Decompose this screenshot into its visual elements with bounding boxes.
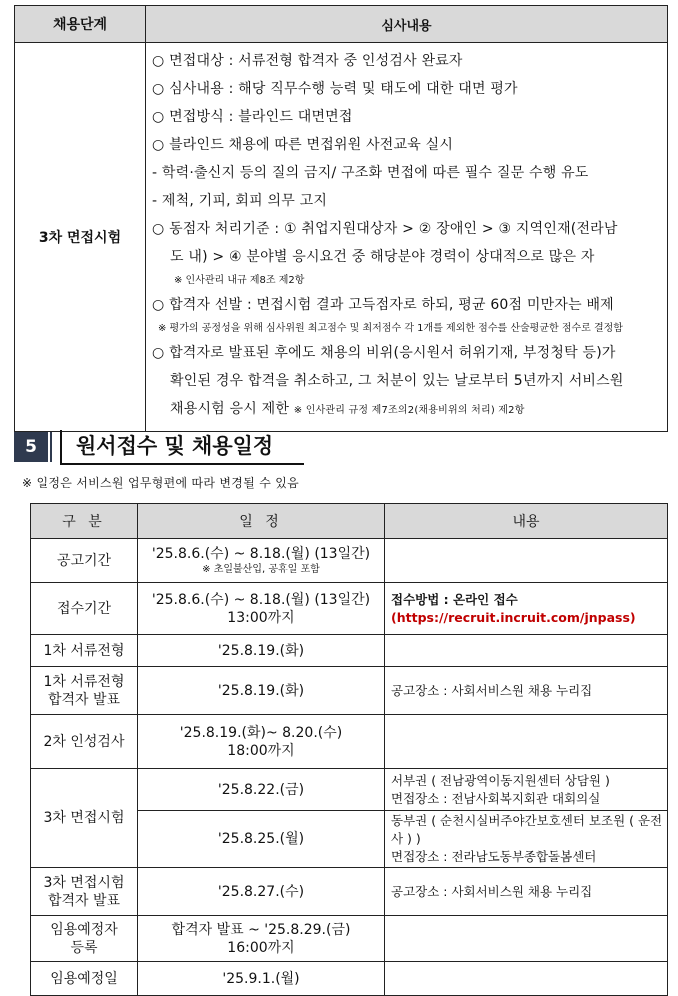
apply-method: 접수방법 : 온라인 접수 — [391, 591, 518, 607]
table-row — [31, 635, 668, 667]
content-cell — [385, 583, 668, 635]
date-text: '25.8.19.(화)~ 8.20.(수) — [179, 724, 343, 741]
line-interview-target: ○ 면접대상 : 서류전형 합격자 중 인성검사 완료자 — [152, 53, 463, 69]
stage-cell: 공고기간 — [31, 539, 138, 583]
content-cell — [385, 635, 668, 667]
line-tie-rule: ○ 동점자 처리기준 : ① 취업지원대상자 > ② 장애인 > ③ 지역인재(전라남 — [152, 221, 618, 237]
venue-text: 면접장소 : 전남사회복지회관 대회의실 — [391, 790, 601, 806]
line-recusal: - 제척, 기피, 회피 의무 고지 — [152, 193, 328, 209]
stage-cell: 2차 인성검사 — [31, 715, 138, 769]
line-cancel: ○ 합격자로 발표된 후에도 채용의 비위(응시원서 허위기재, 부정청탁 등)가 — [152, 345, 616, 361]
line-tie-rule-cont: 도 내) > ④ 분야별 응시요건 중 해당분야 경력이 상대적으로 많은 자 — [170, 249, 595, 265]
header-stage: 채용단계 — [15, 6, 146, 43]
date-cell: '25.8.19.(화) — [138, 635, 385, 667]
col-header-content: 내용 — [385, 504, 668, 539]
stage-text-2: 합격자 발표 — [47, 691, 121, 708]
stage-cell: 1차 서류전형 — [31, 635, 138, 667]
section-underline — [60, 463, 304, 465]
date-cell: '25.9.1.(월) — [138, 962, 385, 996]
stage-cell — [31, 667, 138, 715]
date-cell: '25.8.22.(금) — [138, 769, 385, 811]
stage-text: 3차 면접시험 — [43, 874, 125, 891]
content-cell — [146, 43, 668, 432]
date-cell — [138, 583, 385, 635]
date-cell — [138, 715, 385, 769]
col-header-date: 일 정 — [138, 504, 385, 539]
line-cancel-end-text: 채용시험 응시 제한 — [170, 401, 290, 417]
content-cell — [385, 769, 668, 811]
table-row — [31, 769, 668, 811]
stage-cell — [31, 916, 138, 962]
venue-text: 면접장소 : 전라남도동부종합돌봄센터 — [391, 849, 597, 864]
line-selection: ○ 합격자 선발 : 면접시험 결과 고득점자로 하되, 평균 60점 미만자는 배제 — [152, 297, 614, 313]
date-cell — [138, 539, 385, 583]
note-regulation: ※ 인사관리 규정 제7조의2(채용비위의 처리) 제2항 — [293, 405, 525, 416]
region-text: 동부권 ( 순천시실버주야간보호센터 보조원 ( 운전사 ) ) — [391, 813, 663, 846]
content-cell — [385, 539, 668, 583]
stage-cell — [31, 868, 138, 916]
section-title: 원서접수 및 채용일정 — [76, 434, 274, 458]
screening-table — [14, 5, 668, 432]
apply-url-link[interactable]: (https://recruit.incruit.com/jnpass) — [391, 609, 636, 625]
line-blind-training: ○ 블라인드 채용에 따른 면접위원 사전교육 실시 — [152, 137, 454, 153]
line-question-ban: - 학력·출신지 등의 질의 금지/ 구조화 면접에 따른 필수 질문 수행 유도 — [152, 165, 589, 181]
header-content: 심사내용 — [146, 6, 668, 43]
stage-cell: 3차 면접시험 — [31, 769, 138, 868]
content-cell: 공고장소 : 사회서비스원 채용 누리집 — [385, 667, 668, 715]
section-divider — [60, 430, 62, 464]
stage-text: 1차 서류전형 — [43, 673, 125, 690]
date-text: 합격자 발표 ~ '25.8.29.(금) — [171, 921, 351, 938]
stage-cell: 접수기간 — [31, 583, 138, 635]
line-interview-method: ○ 면접방식 : 블라인드 대면면접 — [152, 109, 353, 125]
content-cell — [385, 811, 668, 868]
table-row — [31, 868, 668, 916]
stage-cell: 3차 면접시험 — [15, 43, 146, 432]
region-text: 서부권 ( 전남광역이동지원센터 상담원 ) — [391, 772, 610, 788]
stage-text: 임용예정자 — [50, 921, 118, 938]
schedule-table — [30, 503, 668, 996]
content-cell — [385, 715, 668, 769]
schedule-note: ※ 일정은 서비스원 업무형편에 따라 변경될 수 있음 — [22, 476, 299, 490]
note-scoring: ※ 평가의 공정성을 위해 심사위원 최고점수 및 최저점수 각 1개를 제외한 점수를 산술평균한 점수로 결정함 — [158, 323, 623, 334]
date-text: '25.8.6.(수) ~ 8.18.(월) (13일간) — [151, 545, 371, 562]
date-note: ※ 초일불산입, 공휴일 포함 — [202, 563, 320, 575]
section-header — [14, 430, 314, 464]
date-time: 18:00까지 — [227, 742, 295, 759]
table-row — [31, 667, 668, 715]
table-row — [31, 916, 668, 962]
content-cell — [385, 916, 668, 962]
stage-text-2: 합격자 발표 — [47, 892, 121, 909]
stage-text-2: 등록 — [70, 939, 98, 956]
table-row — [31, 583, 668, 635]
col-header-stage: 구 분 — [31, 504, 138, 539]
table-row — [31, 539, 668, 583]
date-cell: '25.8.27.(수) — [138, 868, 385, 916]
date-cell: '25.8.25.(월) — [138, 811, 385, 868]
note-bylaw: ※ 인사관리 내규 제8조 제2항 — [174, 275, 305, 286]
date-cell: '25.8.19.(화) — [138, 667, 385, 715]
date-cell — [138, 916, 385, 962]
date-time: 16:00까지 — [227, 939, 295, 956]
table-row — [31, 715, 668, 769]
content-cell: 공고장소 : 사회서비스원 채용 누리집 — [385, 868, 668, 916]
date-time: 13:00까지 — [227, 609, 295, 626]
line-review-content: ○ 심사내용 : 해당 직무수행 능력 및 태도에 대한 대면 평가 — [152, 81, 518, 97]
line-cancel-end — [152, 395, 661, 425]
section-number: 5 — [14, 432, 48, 462]
date-text: '25.8.6.(수) ~ 8.18.(월) (13일간) — [151, 591, 371, 608]
stage-cell: 임용예정일 — [31, 962, 138, 996]
line-cancel-cont: 확인된 경우 합격을 취소하고, 그 처분이 있는 날로부터 5년까지 서비스원 — [170, 373, 624, 389]
